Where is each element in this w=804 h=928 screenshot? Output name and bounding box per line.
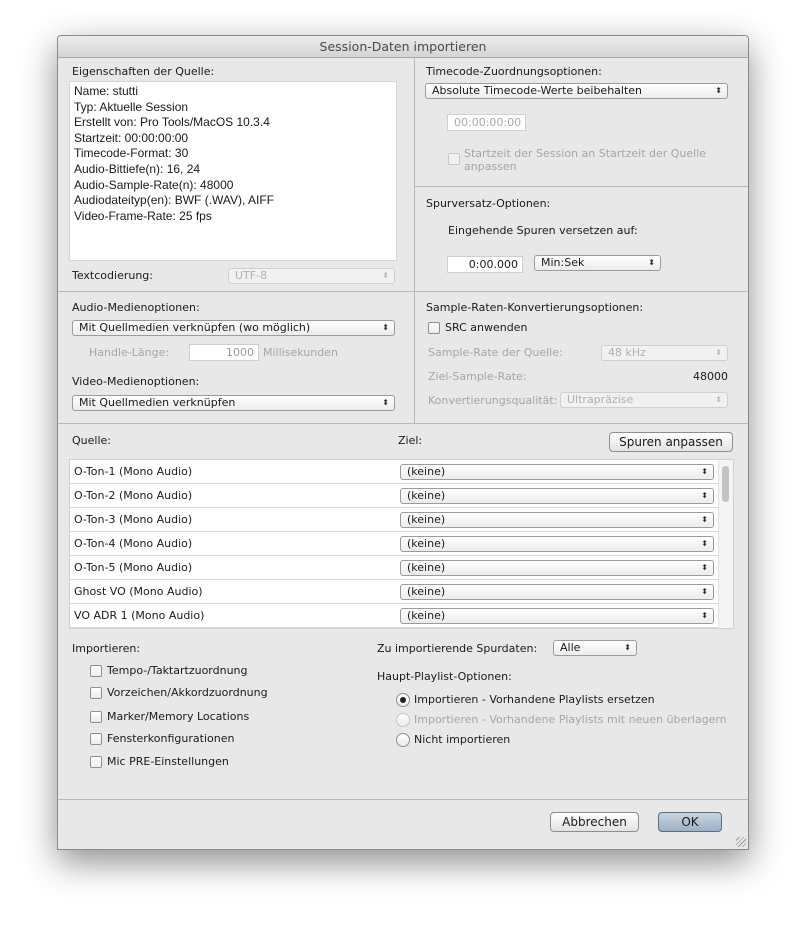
updown-arrows-icon: ⬍ <box>382 271 389 280</box>
source-prop-line: Audiodateityp(en): BWF (.WAV), AIFF <box>74 193 275 208</box>
handle-length-field[interactable]: 1000 <box>189 344 259 361</box>
updown-arrows-icon: ⬍ <box>701 563 708 572</box>
scrollbar-thumb[interactable] <box>722 466 729 502</box>
text-encoding-label: Textcodierung: <box>72 269 153 282</box>
track-target-select[interactable] <box>400 488 714 504</box>
ok-button[interactable]: OK <box>658 812 722 832</box>
table-row <box>70 580 718 604</box>
track-target-select[interactable] <box>400 536 714 552</box>
playlist-none-radio[interactable] <box>396 733 410 747</box>
import-markers-label: Marker/Memory Locations <box>107 710 250 723</box>
handle-length-unit: Millisekunden <box>263 346 338 359</box>
track-target-value: (keine) <box>407 537 446 550</box>
source-prop-line: Startzeit: 00:00:00:00 <box>74 130 189 145</box>
column-divider <box>414 58 415 423</box>
section-divider <box>58 423 748 424</box>
track-name: O-Ton-3 (Mono Audio) <box>74 513 193 526</box>
source-prop-line: Audio-Sample-Rate(n): 48000 <box>74 177 234 192</box>
section-divider <box>58 291 748 292</box>
video-media-value: Mit Quellmedien verknüpfen <box>79 396 236 409</box>
source-prop-line: Typ: Aktuelle Session <box>74 99 189 114</box>
playlist-none-label: Nicht importieren <box>414 733 511 746</box>
updown-arrows-icon: ⬍ <box>715 395 722 404</box>
timecode-heading: Timecode-Zuordnungsoptionen: <box>426 65 602 78</box>
src-heading: Sample-Raten-Konvertierungsoptionen: <box>426 301 644 314</box>
track-name: O-Ton-4 (Mono Audio) <box>74 537 193 550</box>
src-apply-checkbox[interactable] <box>428 322 440 334</box>
updown-arrows-icon: ⬍ <box>701 515 708 524</box>
source-column-header: Quelle: <box>72 434 111 447</box>
track-target-value: (keine) <box>407 609 446 622</box>
table-row <box>70 460 718 484</box>
track-name: Ghost VO (Mono Audio) <box>74 585 203 598</box>
timecode-mode-value: Absolute Timecode-Werte beibehalten <box>432 84 643 97</box>
table-row <box>70 532 718 556</box>
source-prop-line: Name: stutti <box>74 84 139 98</box>
table-row <box>70 484 718 508</box>
import-mic-pre-label: Mic PRE-Einstellungen <box>107 755 229 768</box>
import-window-config-label: Fensterkonfigurationen <box>107 732 235 745</box>
track-target-value: (keine) <box>407 465 446 478</box>
updown-arrows-icon: ⬍ <box>715 86 722 95</box>
source-prop-line: Erstellt von: Pro Tools/MacOS 10.3.4 <box>74 115 270 130</box>
updown-arrows-icon: ⬍ <box>624 643 631 652</box>
src-apply-label: SRC anwenden <box>445 321 528 334</box>
match-tracks-button[interactable]: Spuren anpassen <box>609 432 733 452</box>
cancel-button[interactable]: Abbrechen <box>550 812 639 832</box>
target-column-header: Ziel: <box>398 434 423 447</box>
timecode-value-field[interactable]: 00:00:00:00 <box>447 114 526 131</box>
import-keysig-checkbox[interactable] <box>90 687 102 699</box>
track-offset-label: Eingehende Spuren versetzen auf: <box>448 224 638 237</box>
quality-value: Ultrapräzise <box>567 393 634 406</box>
timecode-mode-select[interactable] <box>425 83 728 99</box>
audio-media-heading: Audio-Medienoptionen: <box>72 301 200 314</box>
import-tempo-checkbox[interactable] <box>90 665 102 677</box>
source-rate-select[interactable] <box>601 345 728 361</box>
track-target-select[interactable] <box>400 584 714 600</box>
target-rate-label: Ziel-Sample-Rate: <box>428 370 527 383</box>
updown-arrows-icon: ⬍ <box>701 587 708 596</box>
adjust-start-label: Startzeit der Session an Startzeit der Quelle <box>464 147 707 160</box>
updown-arrows-icon: ⬍ <box>382 323 389 332</box>
track-target-value: (keine) <box>407 561 446 574</box>
adjust-start-label-line2: anpassen <box>464 160 517 173</box>
source-rate-label: Sample-Rate der Quelle: <box>428 346 563 359</box>
playlist-overlay-label: Importieren - Vorhandene Playlists mit neuen überlagern <box>414 713 727 726</box>
track-data-select[interactable] <box>553 640 637 656</box>
source-props-text <box>69 81 397 261</box>
track-offset-unit-select[interactable] <box>534 255 661 271</box>
audio-media-value: Mit Quellmedien verknüpfen (wo möglich) <box>79 321 311 334</box>
track-mapping-list <box>69 459 734 629</box>
track-name: O-Ton-5 (Mono Audio) <box>74 561 193 574</box>
updown-arrows-icon: ⬍ <box>701 491 708 500</box>
table-row <box>70 508 718 532</box>
playlist-heading: Haupt-Playlist-Optionen: <box>377 670 512 683</box>
track-data-value: Alle <box>560 641 581 654</box>
adjust-start-checkbox[interactable] <box>448 153 460 165</box>
quality-select[interactable] <box>560 392 728 408</box>
track-target-select[interactable] <box>400 464 714 480</box>
text-encoding-value: UTF-8 <box>235 269 268 282</box>
import-markers-checkbox[interactable] <box>90 711 102 723</box>
source-prop-line: Timecode-Format: 30 <box>74 146 189 161</box>
playlist-replace-radio[interactable] <box>396 693 410 707</box>
track-name: O-Ton-1 (Mono Audio) <box>74 465 193 478</box>
import-keysig-label: Vorzeichen/Akkordzuordnung <box>107 686 268 699</box>
track-target-select[interactable] <box>400 512 714 528</box>
updown-arrows-icon: ⬍ <box>715 348 722 357</box>
import-tempo-label: Tempo-/Taktartzuordnung <box>107 664 248 677</box>
source-rate-value: 48 kHz <box>608 346 646 359</box>
updown-arrows-icon: ⬍ <box>701 611 708 620</box>
video-media-select[interactable] <box>72 395 395 411</box>
track-target-select[interactable] <box>400 608 714 624</box>
track-data-label: Zu importierende Spurdaten: <box>377 642 538 655</box>
target-rate-value: 48000 <box>693 370 728 383</box>
updown-arrows-icon: ⬍ <box>382 398 389 407</box>
track-offset-unit-value: Min:Sek <box>541 256 585 269</box>
track-target-value: (keine) <box>407 585 446 598</box>
handle-length-label: Handle-Länge: <box>89 346 170 359</box>
track-target-value: (keine) <box>407 489 446 502</box>
resize-grip-icon[interactable] <box>736 837 746 847</box>
import-session-dialog <box>57 35 749 850</box>
source-props-heading: Eigenschaften der Quelle: <box>72 65 215 78</box>
updown-arrows-icon: ⬍ <box>648 258 655 267</box>
import-heading: Importieren: <box>72 642 141 655</box>
text-encoding-select[interactable] <box>228 268 395 284</box>
footer-divider <box>58 799 748 800</box>
updown-arrows-icon: ⬍ <box>701 467 708 476</box>
section-divider <box>414 186 748 187</box>
source-prop-line: Audio-Bittiefe(n): 16, 24 <box>74 161 201 176</box>
track-target-select[interactable] <box>400 560 714 576</box>
import-window-config-checkbox[interactable] <box>90 733 102 745</box>
window-title: Session-Daten importieren <box>58 36 748 58</box>
track-name: VO ADR 1 (Mono Audio) <box>74 609 205 622</box>
import-mic-pre-checkbox[interactable] <box>90 756 102 768</box>
video-media-heading: Video-Medienoptionen: <box>72 375 200 388</box>
playlist-overlay-radio[interactable] <box>396 713 410 727</box>
track-target-value: (keine) <box>407 513 446 526</box>
track-offset-heading: Spurversatz-Optionen: <box>426 197 551 210</box>
audio-media-select[interactable] <box>72 320 395 336</box>
track-list-scrollbar[interactable] <box>718 460 733 628</box>
track-offset-value-field[interactable]: 0:00.000 <box>447 256 523 273</box>
updown-arrows-icon: ⬍ <box>701 539 708 548</box>
table-row <box>70 604 718 628</box>
track-name: O-Ton-2 (Mono Audio) <box>74 489 193 502</box>
playlist-replace-label: Importieren - Vorhandene Playlists ersetzen <box>414 693 655 706</box>
quality-label: Konvertierungsqualität: <box>428 394 558 407</box>
table-row <box>70 556 718 580</box>
source-prop-line: Video-Frame-Rate: 25 fps <box>74 208 212 223</box>
